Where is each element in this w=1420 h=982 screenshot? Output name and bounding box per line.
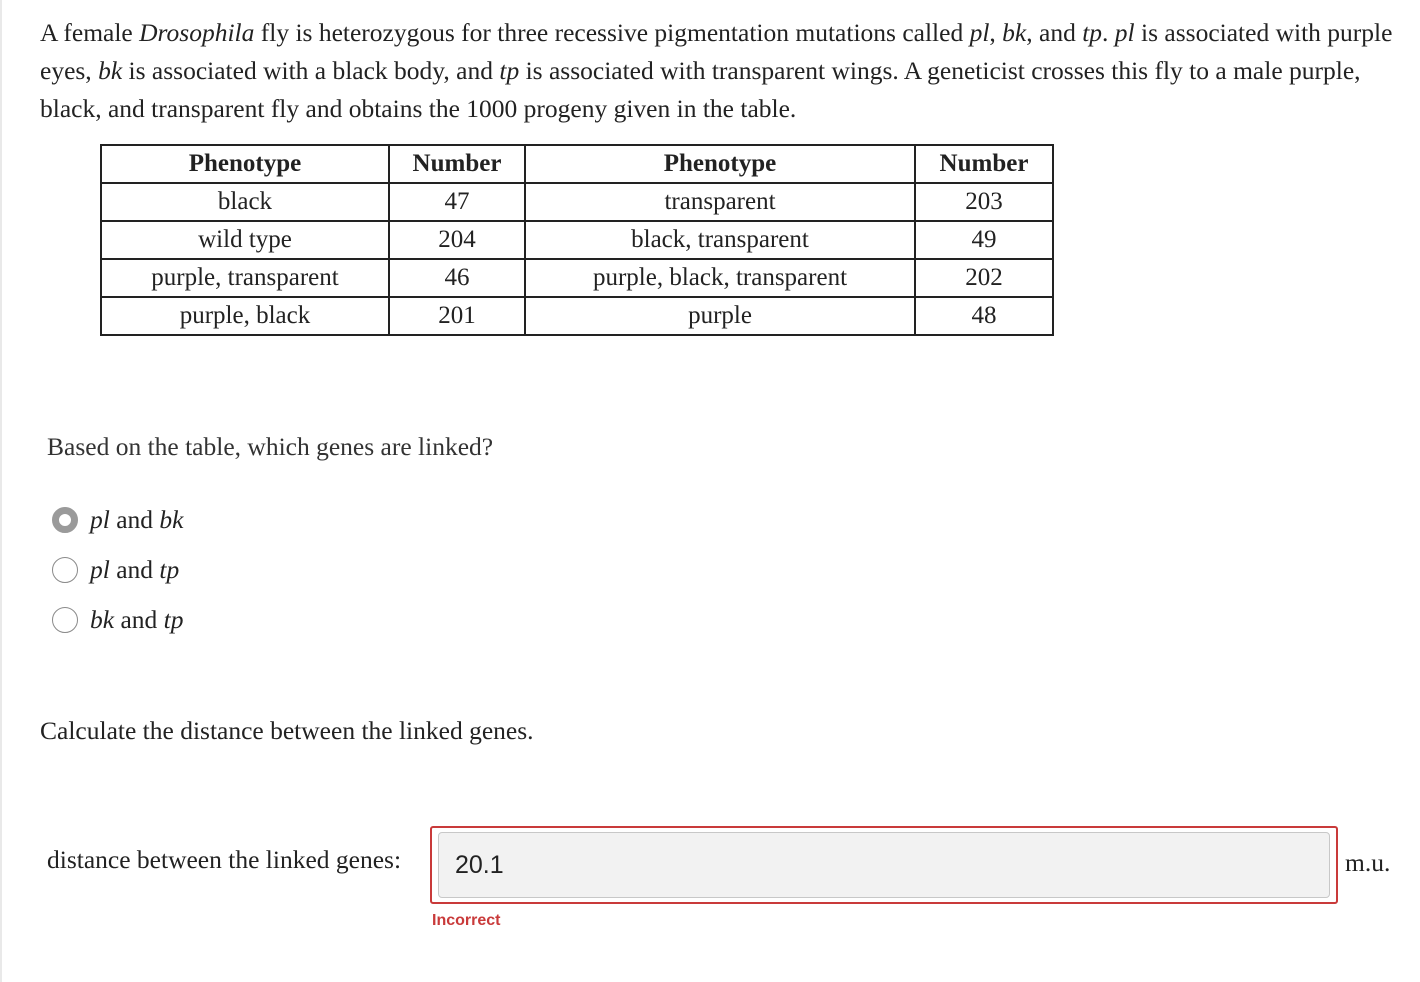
problem-statement — [40, 14, 1410, 128]
answer-field-error-frame — [430, 826, 1338, 904]
option-pl-bk[interactable] — [52, 504, 184, 536]
radio-button[interactable] — [52, 607, 78, 633]
table-cell: wild type — [101, 221, 389, 259]
table-cell: purple, transparent — [101, 259, 389, 297]
organism-name: Drosophila — [139, 18, 255, 47]
table-cell: 202 — [915, 259, 1053, 297]
gene-pl: pl — [969, 18, 990, 47]
table-cell: 204 — [389, 221, 525, 259]
table-cell: 46 — [389, 259, 525, 297]
table-cell: 47 — [389, 183, 525, 221]
table-cell: 201 — [389, 297, 525, 335]
table-cell: black — [101, 183, 389, 221]
header-phenotype-2: Phenotype — [525, 145, 915, 183]
header-number-2: Number — [915, 145, 1053, 183]
option-gene-b: bk — [159, 505, 184, 534]
header-phenotype-1: Phenotype — [101, 145, 389, 183]
intro-text-3: , and — [1026, 18, 1083, 47]
option-bk-tp[interactable] — [52, 604, 184, 636]
option-connector: and — [114, 605, 164, 634]
table-row — [101, 259, 1053, 297]
header-number-1: Number — [389, 145, 525, 183]
table-header-row — [101, 145, 1053, 183]
table-row — [101, 297, 1053, 335]
answer-label: distance between the linked genes: — [47, 845, 402, 874]
feedback-incorrect: Incorrect — [432, 912, 501, 929]
progeny-table — [100, 144, 1054, 336]
page-left-border — [0, 0, 2, 982]
gene-bk: bk — [1002, 18, 1027, 47]
table-cell: 48 — [915, 297, 1053, 335]
option-gene-b: tp — [163, 605, 184, 634]
intro-text-6: is associated with a black body, and — [122, 56, 500, 85]
table-cell: purple — [525, 297, 915, 335]
gene-tp-ref: tp — [499, 56, 520, 85]
radio-button[interactable] — [52, 507, 78, 533]
option-pl-tp[interactable] — [52, 554, 179, 586]
table-cell: black, transparent — [525, 221, 915, 259]
unit-label: m.u. — [1345, 848, 1391, 877]
intro-text-5: is associated with purple eyes, — [40, 18, 1393, 85]
option-gene-a: pl — [90, 505, 110, 534]
option-gene-b: tp — [159, 555, 180, 584]
radio-button[interactable] — [52, 557, 78, 583]
question-distance: Calculate the distance between the linked genes. — [40, 716, 534, 745]
gene-pl-ref: pl — [1114, 18, 1135, 47]
question-linked-genes: Based on the table, which genes are linked? — [47, 432, 494, 461]
table-cell: transparent — [525, 183, 915, 221]
option-connector: and — [109, 505, 160, 534]
option-gene-a: pl — [90, 555, 110, 584]
table-cell: 203 — [915, 183, 1053, 221]
gene-bk-ref: bk — [98, 56, 123, 85]
table-cell: purple, black, transparent — [525, 259, 915, 297]
option-connector: and — [109, 555, 160, 584]
intro-text-1: A female — [40, 18, 140, 47]
intro-text-7: is associated with transparent wings. A geneticist crosses this fly to a male purple, black, and transparent fly and obtains the 1000 progeny given in the table. — [40, 56, 1361, 123]
intro-text-2: fly is heterozygous for three recessive pigmentation mutations called — [254, 18, 970, 47]
gene-tp: tp — [1082, 18, 1103, 47]
table-row — [101, 183, 1053, 221]
option-gene-a: bk — [90, 605, 115, 634]
table-row — [101, 221, 1053, 259]
table-cell: purple, black — [101, 297, 389, 335]
distance-input[interactable] — [438, 832, 1330, 898]
intro-separator: , — [989, 18, 1003, 47]
table-cell: 49 — [915, 221, 1053, 259]
intro-text-4: . — [1102, 18, 1115, 47]
